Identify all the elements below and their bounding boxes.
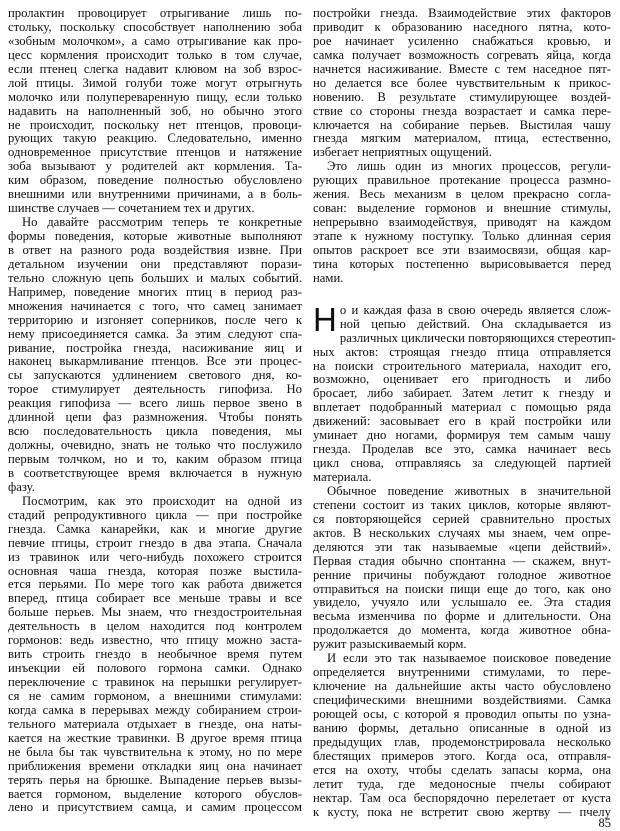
text-line: движений: засовывает его в край постройки или (313, 414, 611, 429)
text-line: формы поведения, которые животные выполняют (8, 229, 302, 243)
text-line: торое стимулирует деятельность гипофиза. Но (8, 382, 302, 397)
text-line: гормонов: ведь известно, что птицу можно заста- (8, 633, 302, 648)
text-line: молочко или полупереваренную пищу, если только (8, 89, 302, 104)
text-line: приближения времени откладки яиц она начинает (8, 758, 302, 773)
text-line: основная чаша гнезда, которая позже выстила- (8, 563, 302, 578)
text-line: ся повторяющейся серией сравнительно простых (313, 511, 611, 526)
text-line: рое начинает усиленно снабжаться кровью, и (313, 33, 611, 48)
paragraph (313, 300, 616, 485)
text-line: специфическими внешними воздействиями. Самка (313, 693, 611, 707)
text-line: определяется внутренними стимулами, то пере- (313, 665, 611, 680)
text-line: длинной цепи фаз размножения. Чтобы понять (8, 410, 302, 425)
text-line: сован: выделение гормонов и внешние стимулы, (313, 201, 611, 216)
text-line: певчие птицы, строит гнездо в два этапа. Сначала (8, 535, 302, 550)
text-line: вить строить гнездо в необычное время путем (8, 647, 302, 662)
text-line: ружит разыскиваемый корм. (313, 637, 467, 652)
text-line: детальном изучении они представляют порази- (8, 256, 302, 271)
text-line: не происходит, поскольку нет птенцов, провоци- (8, 117, 302, 132)
text-line: Посмотрим, как это происходит на одной из (22, 493, 302, 508)
text-line: не была бы так чувствительна к этому, но по мере (8, 744, 302, 759)
text-line: «зобным молочком», а само отрыгивание как про- (8, 33, 302, 48)
text-line: из травинок или чего-нибудь похожего строится (8, 549, 302, 564)
text-line: ренние причины побуждают голодное животное (313, 567, 611, 582)
text-line: тина которых постепенно вырисовывается перед (313, 256, 611, 271)
text-line: сы запускаются удлинением светового дня, ко- (8, 368, 302, 383)
text-line: рующих такую реакцию. Следовательно, именно (8, 131, 302, 146)
text-line: ных актов: строящая гнездо птица отправляется (313, 344, 611, 359)
text-line: стадий репродуктивного цикла — при постройке (8, 507, 302, 522)
text-line: переключение с травинок на перышки регулирует- (8, 675, 302, 689)
text-line: различных циклически повторяющихся стереотип- (339, 330, 616, 345)
text-line: блестящих примеров этого. Когда оса, отправля- (313, 748, 611, 763)
text-line: тельно сложную цепь больших и малых событий. (8, 270, 302, 285)
text-line: тельного материала отдыхает в гнезде, она наты- (8, 716, 302, 731)
text-line: лой птицы. Зимой голуби тоже могут отрыгнуть (8, 75, 302, 90)
text-line: вплетает подобранный материал с помощью ряда (313, 400, 611, 415)
text-line: Но давайте рассмотрим теперь те конкретные (22, 215, 302, 230)
text-line: нему присоединяется самка. За этим следуют спа- (8, 326, 302, 341)
text-line: ким образом, поведение полностью обусловлено (8, 173, 302, 188)
text-line: материала. (313, 470, 372, 484)
text-line: на поиски строительного материала, находит его, (313, 358, 611, 373)
text-line: ся не самим гормоном, а внешними стимулами: (8, 688, 302, 703)
text-line: множения начинается с того, что самец занимает (8, 298, 302, 313)
text-line: лено и присутствием самца, и самим процессом (8, 800, 302, 815)
text-line: степени состоит из таких циклов, которые являют- (313, 497, 611, 512)
text-line: роющей осы, с которой я проводил опыты по узна- (313, 706, 611, 721)
text-line: уминает дно ногами, формируя тем самым чашу (313, 428, 611, 443)
text-line: стольку, поскольку способствует наполнению зоба (8, 19, 302, 34)
text-line: жения. Весь механизм в целом прекрасно согла- (313, 187, 611, 202)
text-line: постройки гнезда. Взаимодействие этих факторов (313, 6, 611, 20)
text-line: кается на жесткие травинки. В другое время птица (8, 730, 302, 745)
text-line: ется перьями. По мере того как работа движется (8, 577, 302, 592)
text-line: отправиться на поиски пищи еще до того, как оно (313, 581, 611, 596)
text-line: ной цепью действий. Она складывается из (339, 316, 611, 331)
text-line: приводит к образованию наседного пятна, кото- (313, 19, 611, 34)
text-line: нектар. Там оса беспорядочно перелетает от куста (313, 790, 611, 805)
text-line: И если это так называемое поисковое поведение (327, 651, 611, 666)
text-line: ривание, постройка гнезда, насиживание яиц и (8, 340, 302, 355)
text-line: цикл снова, отправляясь за следующей партией (313, 456, 611, 471)
paragraph (8, 216, 302, 495)
text-line: нами. (313, 270, 344, 285)
text-line: должны, очевидно, знать не только что послужило (8, 438, 302, 453)
text-line: возможно, оценивает его пригодность и либо (313, 372, 611, 387)
text-line: наконец выкармливание птенцов. Все эти процес- (8, 354, 302, 369)
text-line: зоба вызывают у родителей акт кормления. Та- (8, 159, 302, 174)
text-line: терять перья на брюшке. Выпадение перьев вызы- (8, 772, 302, 787)
section-break (313, 286, 611, 304)
text-line: Это лишь один из многих процессов, регули- (327, 159, 611, 174)
text-line: актов. В нескольких случаях мы знаем, чем опре- (313, 525, 611, 540)
text-line: гнезда мягким материалом, птица, естественно, (313, 131, 611, 146)
text-column-left (8, 7, 302, 815)
text-line: ствие со стороны гнезда возрастает и самка пере- (313, 103, 611, 118)
text-line: гнезда. Самка канарейки, как и многие другие (8, 521, 302, 536)
text-line: опытов раскроет все эти взаимосвязи, общая кар- (313, 242, 611, 257)
page-number: 85 (598, 816, 611, 830)
text-line: Например, поведение многих птиц в период раз- (8, 284, 302, 299)
text-line: летит туда, где медоносные пчелы собирают (313, 776, 611, 791)
text-line: территорию и изгоняет соперников, после чего к (8, 312, 302, 327)
text-line: избегает неприятных ощущений. (313, 145, 492, 160)
text-line: первым толчком, но и то, каким образом птица (8, 452, 302, 466)
text-line: рующих правильное протекание процесса размно- (313, 173, 611, 188)
text-line: больше перьев. Мы знаем, что гнездостроительная (8, 605, 302, 620)
text-line: ется на охоту, чтобы сделать запасы корма, она (313, 762, 611, 777)
text-line: цесс кормления происходит только в том случае, (8, 47, 302, 62)
text-line: шинстве случаев — сочетанием тех и других. (8, 201, 255, 216)
text-line: инъекции ей полового гормона самки. Однако (8, 661, 302, 676)
text-line: Первая стадия обычно спонтанна — скажем, внут- (313, 553, 611, 568)
text-line: деляются эти так называемые «цепи действий». (313, 539, 611, 554)
text-line: фазу. (8, 479, 35, 494)
text-line: весьма изменчива по форме и длительности. Она (313, 609, 611, 624)
text-line: о и каждая фаза в свою очередь является слож- (339, 302, 611, 317)
paragraph (313, 160, 611, 285)
text-line: этапе к нужному поступку. Только длинная серия (313, 229, 611, 243)
text-line: ключается на собирание перьев. Выстилая чашу (313, 117, 611, 132)
text-line: ключение на дальнейшие акты часто обусловлено (313, 679, 611, 694)
text-line: к кусту, пока не встретит свою жертву — пчелу (313, 804, 611, 819)
text-line: новению. В результате стимулирующее воздей- (313, 89, 611, 104)
text-line: деятельность в целом находится под контролем (8, 619, 302, 634)
text-line: начнется насиживание. Вместе с тем наседное пят- (313, 61, 611, 76)
text-line: гнезда. Проделав все это, самка начинает весь (313, 442, 611, 457)
text-line: всю последовательность цикла поведения, мы (8, 424, 302, 439)
text-line: в ответ на разного рода воздействия извне. При (8, 242, 302, 257)
text-line: увидело, учуяло или услышало ее. Эта стадия (313, 595, 611, 610)
text-line: бросает, либо забирает. Затем летит к гнезду и (313, 386, 611, 401)
paragraph (8, 7, 302, 216)
text-line: пролактин провоцирует отрыгивание лишь по- (8, 6, 302, 20)
text-line: внешними или внутренними причинами, а в боль- (8, 187, 302, 202)
paragraph (8, 495, 302, 816)
text-line: когда самка в перерывах между собиранием строи- (8, 702, 302, 717)
text-line: реакция гипофиза — всего лишь первое звено в (8, 396, 302, 411)
text-line: но делается все более чувствительным к прикос- (313, 75, 611, 90)
text-line: продолжается до момента, когда животное обна- (313, 623, 611, 638)
text-line: в соответствующее время включается в нужную (8, 465, 302, 480)
text-line: непрерывно взаимодействуя, приводят на каждом (313, 215, 611, 230)
text-line: одновременное присутствие птенцов и натяжение (8, 145, 302, 160)
text-column-right (313, 6, 616, 819)
text-line: надавить на наполненный зоб, но обычно этого (8, 103, 302, 118)
text-line: ванию формы, детально описанные в одной из (313, 720, 611, 735)
paragraph (313, 652, 611, 819)
text-line: вперед, птица собирает все меньше травы и все (8, 591, 302, 606)
drop-cap: Н (313, 300, 337, 338)
paragraph (313, 485, 611, 652)
paragraph (313, 7, 611, 160)
text-line: если птенец слегка надавит клювом на зоб взрос- (8, 61, 302, 76)
text-line: предыдущих глав, продемонстрировала несколько (313, 734, 611, 749)
text-line: вается гормоном, выделение которого обуслов- (8, 786, 302, 801)
text-line: Обычное поведение животных в значительной (327, 483, 611, 498)
text-line: самка получает возможность согревать яйца, когда (313, 47, 611, 62)
